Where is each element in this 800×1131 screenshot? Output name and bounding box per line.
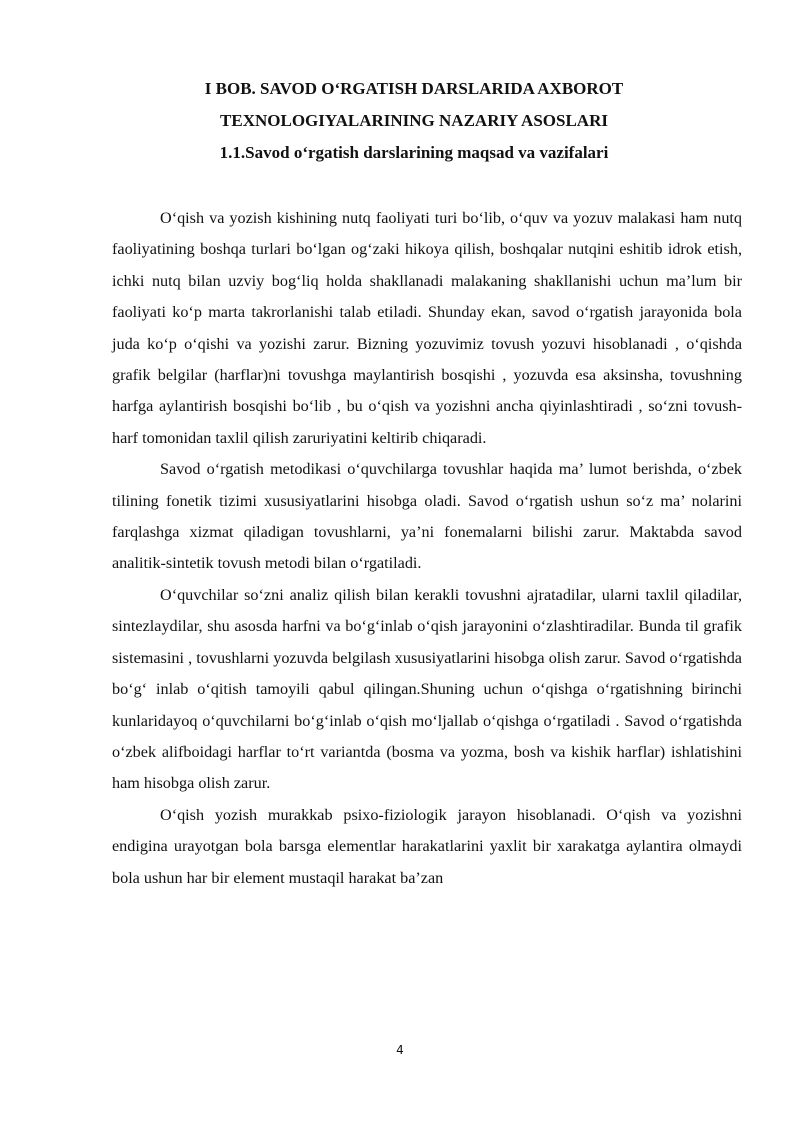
paragraph-3: O‘quvchilar so‘zni analiz qilish bilan kerakli tovushni ajratadilar, ularni taxlil qiladilar, sintezlaydilar, shu asosda harfni va bo‘g‘inlab o‘qish jarayonini o‘zlashtiradilar. Bunda til grafik sistemasini , tovushlarni yozuvda belgilash xususiyatlarini hisobga olish zarur. Savod o‘rgatishda bo‘g‘ inlab o‘qitish tamoyili qabul qilingan.Shuning uchun o‘qishga o‘rgatishning birinchi kunlaridayoq o‘quvchilarni bo‘g‘inlab o‘qish mo‘ljallab o‘qishga o‘rgatiladi . Savod o‘rgatishda o‘zbek alifboidagi harflar to‘rt variantda (bosma va yozma, bosh va kishik harflar) ishlatishini ham hisobga olish zarur. [112, 585, 742, 793]
paragraph-4: O‘qish yozish murakkab psixo-fiziologik jarayon hisoblanadi. O‘qish va yozishni endigina urayotgan bola barsga elementlar harakatlarini yaxlit bir xarakatga aylantira olmaydi bola ushun har bir element mustaqil harakat ba’zan [112, 805, 742, 887]
chapter-heading-line-2: TEXNOLOGIYALARINING NAZARIY ASOSLARI [220, 111, 608, 130]
section-title: 1.1.Savod o‘rgatish darslarining maqsad va vazifalari [219, 143, 609, 162]
paragraph-1: O‘qish va yozish kishining nutq faoliyati turi bo‘lib, o‘quv va yozuv malakasi ham nutq faoliyatining boshqa turlari bo‘lgan og‘zaki hikoya qilish, boshqalar nutqini eshitib idrok etish, ichki nutq bilan uzviy bog‘liq holda shakllanadi malakaning shakllanishi uchun ma’lum bir faoliyati ko‘p marta takrorlanishi talab etiladi. Shunday ekan, savod o‘rgatish jarayonida bola juda ko‘p o‘qishi va yozishi zarur. Bizning yozuvimiz tovush yozuvi hisoblanadi , o‘qishda grafik belgilar (harflar)ni tovushga maylantirish bosqishi , yozuvda esa aksinsha, tovushning harfga aylantirish bosqishi bo‘lib , bu o‘qish va yozishni ancha qiyinlashtiradi , so‘zni tovush-harf tomonidan taxlil qilish zaruriyatini keltirib chiqaradi. [112, 209, 742, 447]
chapter-heading-line-1: I BOB. SAVOD O‘RGATISH DARSLARIDA AXBOROT [204, 79, 624, 98]
paragraph-2: Savod o‘rgatish metodikasi o‘quvchilarga tovushlar haqida ma’ lumot berishda, o‘zbek tilining fonetik tizimi xususiyatlarini hisobga oladi. Savod o‘rgatish ushun so‘z ma’ nolarini farqlashga xizmat qiladigan tovushlarni, ya’ni fonemalarni bilishi zarur. Maktabda savod analitik-sintetik tovush metodi bilan o‘rgatiladi. [112, 460, 742, 573]
page-number: 4 [396, 1043, 404, 1057]
body-text [112, 203, 742, 894]
